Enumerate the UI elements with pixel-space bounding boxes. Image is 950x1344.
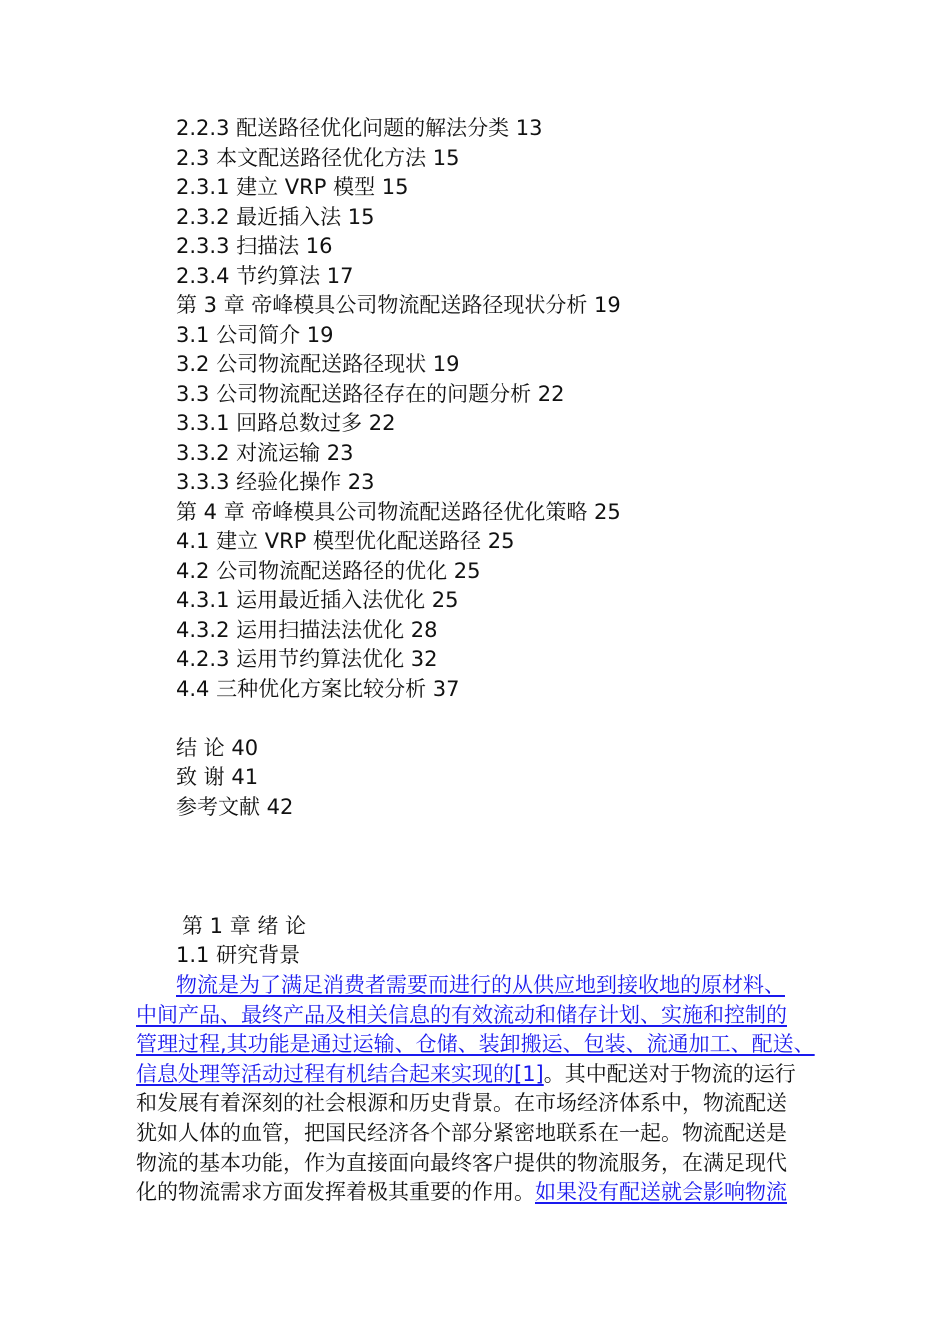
body-text: 化的物流需求方面发挥着极其重要的作用。 [136,1180,535,1205]
toc-entry-conclusion[interactable]: 结 论 40 [176,735,259,760]
hyperlink-text[interactable]: 物流是为了满足消费者需要而进行的从供应地到接收地的原材料、 [176,973,785,997]
body-line [136,1089,876,1119]
hyperlink-text[interactable]: 中间产品、最终产品及相关信息的有效流动和储存计划、实施和控制的 [136,1002,787,1027]
body-line [136,1178,876,1208]
toc-entry[interactable]: 3.3.2 对流运输 23 [176,440,354,465]
toc-entry[interactable]: 第 3 章 帝峰模具公司物流配送路径现状分析 19 [176,293,621,317]
body-line [136,1001,876,1031]
body-text: 。其中配送对于物流的运行 [543,1061,796,1086]
toc-spacer [176,704,876,734]
toc-entry[interactable]: 4.2.3 运用节约算法优化 32 [176,647,438,671]
toc-entry[interactable]: 2.3.4 节约算法 17 [176,263,354,288]
toc-entry[interactable]: 3.3.3 经验化操作 23 [176,470,375,494]
body-line [136,1119,876,1149]
section-heading: 1.1 研究背景 [176,943,301,967]
toc-entry[interactable]: 3.2 公司物流配送路径现状 19 [176,352,460,376]
toc-entry[interactable]: 3.3.1 回路总数过多 22 [176,411,396,435]
toc-entry[interactable]: 第 4 章 帝峰模具公司物流配送路径优化策略 25 [176,499,621,524]
chapter-heading: 第 1 章 绪 论 [182,914,307,938]
toc-entry-references[interactable]: 参考文献 42 [176,794,294,819]
toc-entry[interactable]: 4.3.2 运用扫描法法优化 28 [176,617,438,642]
body-text: 犹如人体的血管，把国民经济各个部分紧密地联系在一起。物流配送是 [136,1120,787,1145]
hyperlink-text[interactable]: 管理过程,其功能是通过运输、仓储、装卸搬运、包装、流通加工、配送、 [136,1032,815,1057]
toc-entry[interactable]: 4.3.1 运用最近插入法优化 25 [176,588,459,612]
toc-entry[interactable]: 3.3 公司物流配送路径存在的问题分析 22 [176,381,565,406]
toc-entry[interactable]: 4.4 三种优化方案比较分析 37 [176,676,460,701]
body-line [136,1030,876,1060]
body-text: 和发展有着深刻的社会根源和历史背景。在市场经济体系中，物流配送 [136,1091,787,1116]
toc-entry[interactable]: 3.1 公司简介 19 [176,322,334,347]
body-line [136,971,876,1001]
hyperlink-text[interactable]: 信息处理等活动过程有机结合起来实现的[1] [136,1061,544,1086]
toc-entry[interactable]: 4.2 公司物流配送路径的优化 25 [176,558,481,583]
toc-entry[interactable]: 2.2.3 配送路径优化问题的解法分类 13 [176,116,543,140]
table-of-contents [176,114,876,822]
hyperlink-text[interactable]: 如果没有配送就会影响物流 [535,1180,787,1205]
toc-entry[interactable]: 4.1 建立 VRP 模型优化配送路径 25 [176,529,515,553]
toc-entry[interactable]: 2.3.2 最近插入法 15 [176,204,375,229]
body-line [136,1060,876,1090]
toc-entry[interactable]: 2.3.1 建立 VRP 模型 15 [176,175,409,199]
body-line [136,1149,876,1179]
body-paragraph [136,971,876,1208]
toc-entry[interactable]: 2.3.3 扫描法 16 [176,234,333,258]
toc-entry-acknowledgements[interactable]: 致 谢 41 [176,765,259,789]
toc-entry[interactable]: 2.3 本文配送路径优化方法 15 [176,145,460,170]
body-text: 物流的基本功能，作为直接面向最终客户提供的物流服务，在满足现代 [136,1150,787,1175]
